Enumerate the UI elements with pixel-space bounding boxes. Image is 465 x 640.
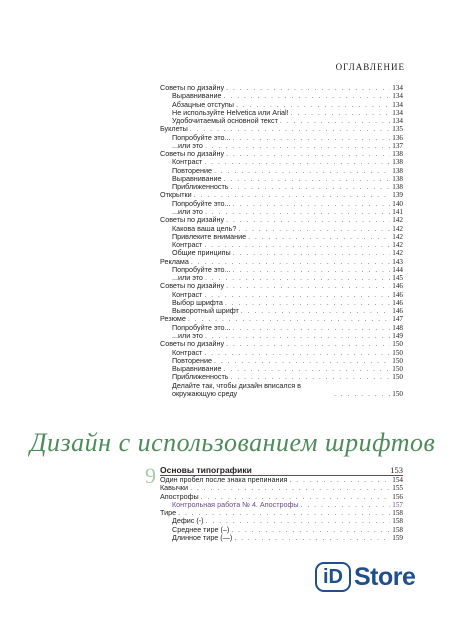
dot-leader (238, 225, 390, 233)
toc-entry-page: 155 (392, 484, 403, 493)
toc-entry (160, 249, 403, 257)
toc-entry-title: Резюме (160, 314, 186, 324)
dot-leader (206, 517, 391, 525)
toc-entry (160, 476, 403, 484)
toc-entry-title: Реклама (160, 256, 189, 266)
toc-entry-title: Удобочитаемый основной текст (172, 116, 278, 126)
toc-entry-title: Абзацные отступы (172, 99, 234, 109)
toc-entry-page: 146 (392, 290, 403, 299)
toc-entry-title: Один пробел после знака препинания (160, 475, 288, 484)
toc-entry-title: Контрольная работа № 4. Апострофы (172, 499, 299, 509)
toc-entry-title: ...или это (172, 140, 203, 150)
dot-leader (226, 216, 390, 224)
toc-entry-title: Контраст (172, 157, 203, 167)
toc-entry-page: 158 (392, 509, 403, 518)
toc-entry-page: 145 (392, 274, 403, 283)
toc-entry-title: Апострофы (160, 491, 199, 501)
toc-entry-title: Контраст (172, 289, 203, 299)
toc-entry-page: 138 (392, 174, 403, 183)
toc-entry-page: 148 (392, 323, 403, 332)
toc-entry-page: 158 (392, 525, 403, 534)
dot-leader (233, 200, 391, 208)
toc-entry-title: ...или это (172, 206, 203, 216)
toc-entry-page: 135 (392, 125, 403, 134)
toc-entry-title: Попробуйте это... (172, 322, 231, 332)
toc-entry-title: Буклеты (160, 124, 188, 134)
dot-leader (205, 332, 390, 340)
dot-leader (231, 183, 391, 191)
toc-entry-page: 158 (392, 517, 403, 526)
toc-entry-title: Выравнивание (172, 91, 222, 101)
toc-entry (160, 117, 403, 125)
toc-entry-title: Приближенность (172, 372, 229, 382)
dot-leader (214, 167, 390, 175)
toc-entry-page: 138 (392, 158, 403, 167)
toc-entry-title: Делайте так, чтобы дизайн вписался в окружающую среду (172, 380, 301, 398)
toc-entry-page: 134 (392, 92, 403, 101)
toc-entry-page: 150 (392, 348, 403, 357)
toc-entry-page: 136 (392, 133, 403, 142)
store-logo (315, 562, 425, 592)
dot-leader (226, 282, 390, 290)
dot-leader (204, 349, 390, 357)
toc-entry-page: 154 (392, 476, 403, 484)
toc-entry-title: Тире (160, 508, 177, 518)
dot-leader (205, 274, 390, 282)
toc-entry-page: 137 (392, 141, 403, 150)
toc-entry-page: 149 (392, 331, 403, 340)
toc-entry-page: 150 (392, 356, 403, 365)
toc-entry-page: 144 (392, 265, 403, 274)
toc-entry-title: ...или это (172, 330, 203, 340)
toc-entry-page: 150 (392, 389, 403, 398)
toc-entry-page: 139 (392, 191, 403, 200)
dot-leader (205, 142, 390, 150)
dot-leader (223, 365, 390, 373)
toc-entry-page: 150 (392, 373, 403, 382)
chapter-title: Дизайн с использованием шрифтов (30, 428, 436, 457)
toc-entry-title: Привлеките внимание (172, 231, 247, 241)
toc-entry-title: Длинное тире (—) (172, 532, 233, 542)
dot-leader (204, 291, 390, 299)
toc-entry (160, 382, 403, 399)
toc-entry-title: Выравнивание (172, 364, 222, 374)
dot-leader (225, 299, 390, 307)
toc-entry (160, 307, 403, 315)
chapter-number: 9 (145, 463, 156, 488)
toc-entry-page: 134 (392, 108, 403, 117)
toc-entry-title: Выворотный шрифт (172, 306, 239, 316)
toc-entry-title: Советы по дизайну (160, 149, 225, 159)
dot-leader (234, 534, 390, 542)
toc-entry-page: 134 (392, 100, 403, 109)
dot-leader (226, 150, 390, 158)
dot-leader (289, 476, 390, 484)
toc-entry-title: Советы по дизайну (160, 83, 225, 92)
toc-entry-page: 142 (392, 216, 403, 225)
toc-entry-title: Советы по дизайну (160, 339, 225, 349)
toc-entry-title: Советы по дизайну (160, 281, 225, 291)
toc-entry-title: Открытки (160, 190, 192, 200)
dot-leader (233, 134, 391, 142)
toc-entry-page: 143 (392, 257, 403, 266)
toc-entry-title: Приближенность (172, 182, 229, 192)
toc-entry (160, 534, 403, 542)
dot-leader (204, 158, 390, 166)
dot-leader (334, 390, 390, 398)
dot-leader (223, 175, 390, 183)
toc-entry-title: Какова ваша цель? (172, 223, 237, 233)
toc-entry-title: Не используйте Helvetica или Arial! (172, 107, 289, 117)
toc-entry-page: 141 (392, 207, 403, 216)
toc-entry-title: Повторение (172, 355, 213, 365)
toc-entry-title: Контраст (172, 240, 203, 250)
dot-leader (178, 509, 390, 517)
dot-leader (248, 233, 390, 241)
toc-entry-page: 138 (392, 183, 403, 192)
toc-entry-page: 146 (392, 307, 403, 316)
toc-entry-page: 142 (392, 224, 403, 233)
dot-leader (190, 484, 390, 492)
toc-entry (160, 501, 403, 509)
dot-leader (214, 357, 390, 365)
dot-leader (226, 340, 390, 348)
toc-entry-title: Выравнивание (172, 173, 222, 183)
toc-entry-title: Контраст (172, 347, 203, 357)
toc-entry-page: 140 (392, 199, 403, 208)
toc-entry (160, 183, 403, 191)
toc-entry-page: 134 (392, 117, 403, 126)
toc-entry-page: 142 (392, 232, 403, 241)
toc-entry-page: 147 (392, 315, 403, 324)
dot-leader (204, 241, 390, 249)
dot-leader (226, 84, 390, 92)
logo-mark: iD (315, 562, 351, 592)
toc-entry-title: Основы типографики (160, 465, 252, 475)
toc-entry-page: 153 (390, 465, 403, 475)
dot-leader (280, 117, 390, 125)
dot-leader (291, 109, 391, 117)
table-of-contents (160, 84, 403, 398)
toc-entry-page: 142 (392, 241, 403, 250)
toc-entry-title: Общие принципы (172, 248, 231, 258)
toc-entry-page: 157 (392, 500, 403, 509)
logo-text: Store (354, 562, 416, 591)
dot-leader (233, 324, 391, 332)
dot-leader (233, 266, 391, 274)
toc-entry-page: 138 (392, 150, 403, 159)
toc-entry-title: Попробуйте это... (172, 198, 231, 208)
toc-entry-title: Кавычки (160, 483, 189, 493)
toc-entry-title: Попробуйте это... (172, 132, 231, 142)
dot-leader (301, 501, 391, 509)
toc-entry-page: 146 (392, 298, 403, 307)
toc-entry-title: Попробуйте это... (172, 264, 231, 274)
dot-leader (231, 526, 390, 534)
toc-entry-page: 150 (392, 340, 403, 349)
dot-leader (233, 249, 391, 257)
toc-entry-page: 156 (392, 492, 403, 501)
chapter-contents (160, 465, 403, 542)
dot-leader (205, 208, 390, 216)
toc-entry-title: Выбор шрифта (172, 297, 223, 307)
dot-leader (241, 307, 390, 315)
toc-entry-title: Среднее тире (–) (172, 524, 230, 534)
toc-entry-page: 142 (392, 249, 403, 258)
toc-entry-title: Повторение (172, 165, 213, 175)
toc-entry-page: 159 (392, 533, 403, 542)
toc-entry-page: 134 (392, 84, 403, 92)
dot-leader (223, 92, 390, 100)
page-header: ОГЛАВЛЕНИЕ (335, 62, 405, 72)
toc-entry-page: 146 (392, 282, 403, 291)
toc-entry-title: Советы по дизайну (160, 215, 225, 225)
toc-entry-page: 138 (392, 166, 403, 175)
toc-entry-page: 150 (392, 365, 403, 374)
toc-entry-title: ...или это (172, 273, 203, 283)
toc-entry-title: Дефис (-) (172, 516, 204, 526)
